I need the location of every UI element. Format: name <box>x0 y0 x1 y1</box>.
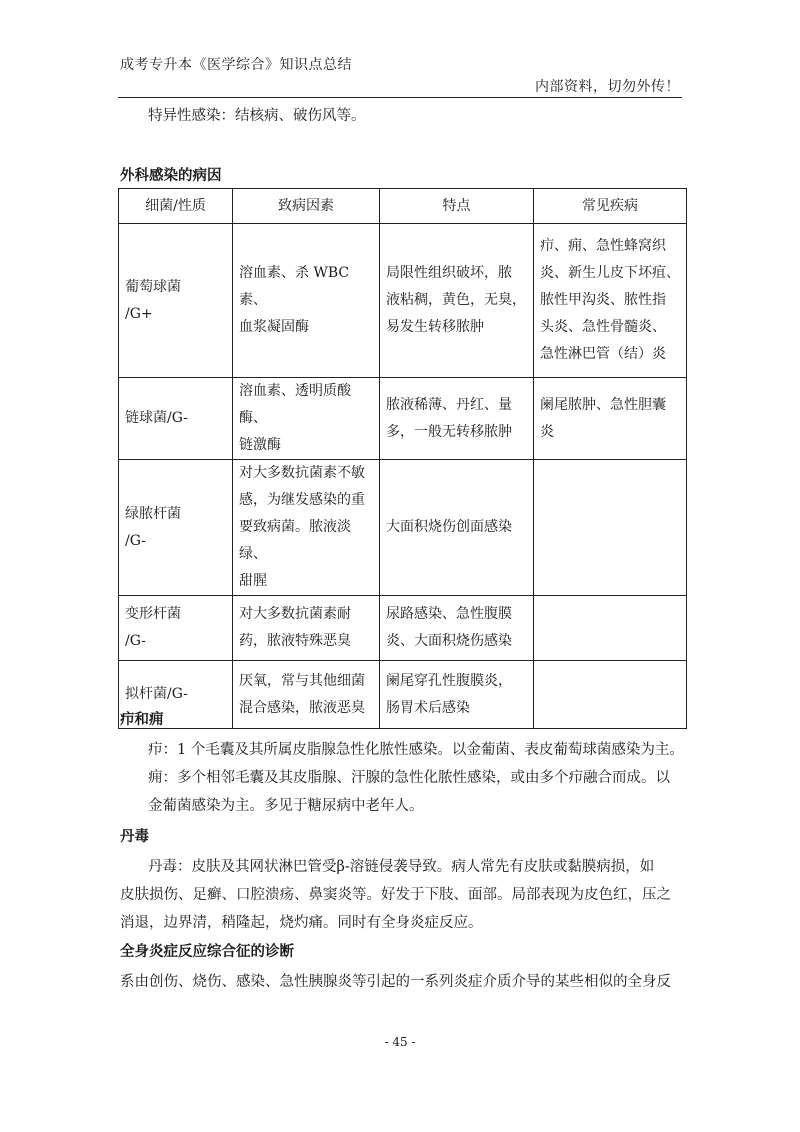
cell-feature: 大面积烧伤创面感染 <box>380 460 534 596</box>
cell-disease <box>534 596 687 661</box>
cell-feature: 局限性组织破坏，脓 液粘稠，黄色，无臭， 易发生转移脓肿 <box>380 224 534 378</box>
page-number: - 45 - <box>384 1035 416 1049</box>
section-title-sirs: 全身炎症反应综合征的诊断 <box>120 944 294 960</box>
section-title-furuncle: 疖和痈 <box>120 712 164 728</box>
furuncle-line-1: 疖：1 个毛囊及其所属皮脂腺急性化脓性感染。以金葡菌、表皮葡萄球菌感染为主。 <box>148 742 684 758</box>
col-header-bacterium: 细菌/性质 <box>119 189 233 224</box>
furuncle-line-3: 金葡菌感染为主。多见于糖尿病中老年人。 <box>148 798 424 814</box>
erysipelas-line-2: 皮肤损伤、足癣、口腔溃疡、鼻窦炎等。好发于下肢、面部。局部表现为皮色红，压之 <box>120 887 671 903</box>
header-rule <box>118 97 682 98</box>
cell-bacterium: 链球菌/G- <box>119 378 233 460</box>
cell-disease: 疖、痈、急性蜂窝织 炎、新生儿皮下坏疽、 脓性甲沟炎、脓性指 头炎、急性骨髓炎、 急性淋巴管（结）炎 <box>534 224 687 378</box>
section-title-causes: 外科感染的病因 <box>120 168 222 184</box>
cell-disease: 阑尾脓肿、急性胆囊 炎 <box>534 378 687 460</box>
header-doc-title: 成考专升本《医学综合》知识点总结 <box>120 57 352 73</box>
table-row <box>119 460 687 596</box>
cell-factor: 溶血素、杀 WBC 素、 血浆凝固酶 <box>233 224 380 378</box>
cell-factor: 对大多数抗菌素不敏 感，为继发感染的重 要致病菌。脓液淡绿、 甜腥 <box>233 460 380 596</box>
intro-paragraph: 特异性感染：结核病、破伤风等。 <box>148 108 366 124</box>
cell-bacterium: 变形杆菌 /G- <box>119 596 233 661</box>
cell-disease <box>534 661 687 729</box>
cell-factor: 溶血素、透明质酸酶、 链激酶 <box>233 378 380 460</box>
cell-feature: 阑尾穿孔性腹膜炎， 肠胃术后感染 <box>380 661 534 729</box>
cell-disease <box>534 460 687 596</box>
cell-feature: 脓液稀薄、丹红、量 多，一般无转移脓肿 <box>380 378 534 460</box>
table-row <box>119 596 687 661</box>
cell-bacterium: 拟杆菌/G- <box>119 661 233 729</box>
table-header-row <box>119 189 687 224</box>
cell-bacterium: 葡萄球菌 /G+ <box>119 224 233 378</box>
cell-feature: 尿路感染、急性腹膜 炎、大面积烧伤感染 <box>380 596 534 661</box>
cell-factor: 对大多数抗菌素耐 药，脓液特殊恶臭 <box>233 596 380 661</box>
erysipelas-line-1: 丹毒：皮肤及其网状淋巴管受β-溶链侵袭导致。病人常先有皮肤或黏膜病损，如 <box>148 859 655 875</box>
erysipelas-line-3: 消退，边界清，稍隆起，烧灼痛。同时有全身炎症反应。 <box>120 915 483 931</box>
table-row <box>119 661 687 729</box>
sirs-line-1: 系由创伤、烧伤、感染、急性胰腺炎等引起的一系列炎症介质介导的某些相似的全身反 <box>120 974 671 990</box>
col-header-feature: 特点 <box>380 189 534 224</box>
section-title-erysipelas: 丹毒 <box>120 829 149 845</box>
col-header-factor: 致病因素 <box>233 189 380 224</box>
cell-factor: 厌氧，常与其他细菌 混合感染，脓液恶臭 <box>233 661 380 729</box>
col-header-disease: 常见疾病 <box>534 189 687 224</box>
table-row <box>119 378 687 460</box>
furuncle-line-2: 痈：多个相邻毛囊及其皮脂腺、汗腺的急性化脓性感染，或由多个疖融合而成。以 <box>148 770 670 786</box>
bacteria-table <box>118 188 687 729</box>
header-notice: 内部资料，切勿外传！ <box>535 79 680 95</box>
table-row <box>119 224 687 378</box>
cell-bacterium: 绿脓杆菌 /G- <box>119 460 233 596</box>
